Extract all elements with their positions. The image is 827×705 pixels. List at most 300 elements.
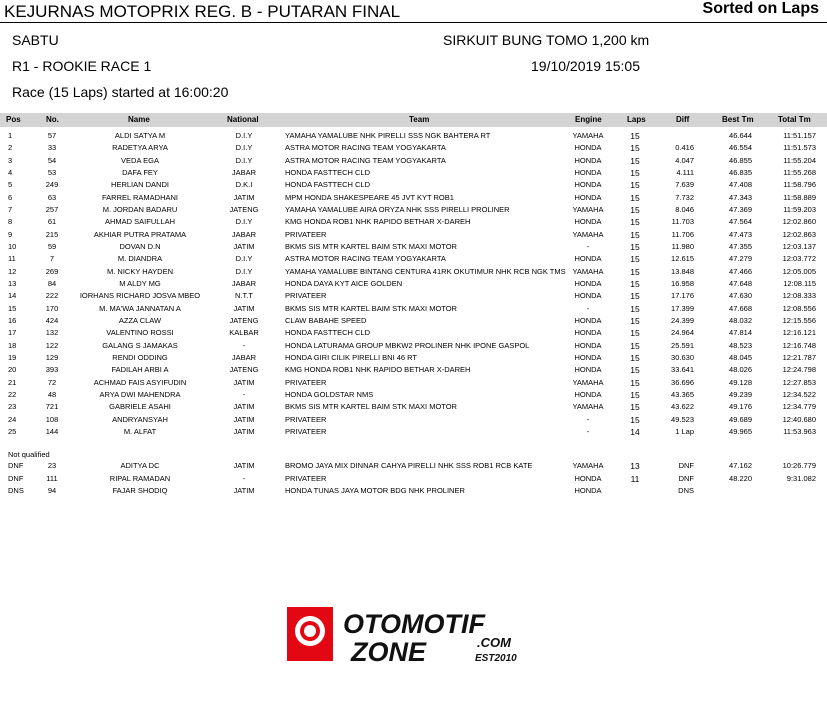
cell-team: KMG HONDA ROB1 NHK RAPIDO BETHAR X-DAREH bbox=[285, 365, 471, 375]
cell-diff: 11.980 bbox=[671, 241, 694, 251]
cell-position: 6 bbox=[8, 192, 13, 202]
cell-best-time: 47.355 bbox=[729, 241, 752, 251]
cell-number: 53 bbox=[47, 167, 57, 177]
cell-rider-name: ARYA DWI MAHENDRA bbox=[99, 389, 181, 399]
cell-national: - bbox=[242, 340, 246, 350]
cell-team: HONDA GOLDSTAR NMS bbox=[285, 389, 374, 399]
table-row bbox=[0, 365, 827, 377]
cell-total-time: 12:03.772 bbox=[782, 254, 816, 264]
cell-total-time: 11:58.796 bbox=[783, 180, 816, 190]
cell-position: 13 bbox=[8, 278, 17, 288]
cell-position: 20 bbox=[8, 365, 17, 375]
cell-laps: 15 bbox=[630, 131, 640, 141]
cell-national: JATIM bbox=[233, 461, 255, 470]
cell-position: DNF bbox=[8, 473, 24, 483]
table-row bbox=[0, 427, 827, 439]
table-row bbox=[0, 461, 827, 473]
cell-position: 9 bbox=[8, 229, 13, 239]
cell-total-time: 12:34.779 bbox=[782, 402, 816, 412]
cell-national: JATIM bbox=[233, 486, 255, 495]
race-label: R1 - ROOKIE RACE 1 bbox=[12, 58, 152, 74]
cell-diff: 13.848 bbox=[671, 266, 694, 276]
cell-diff: 0.416 bbox=[675, 143, 694, 153]
cell-laps: 15 bbox=[630, 377, 640, 388]
cell-number: 222 bbox=[45, 291, 59, 301]
cell-engine: HONDA bbox=[574, 192, 602, 202]
cell-national: - bbox=[242, 473, 246, 483]
table-row bbox=[0, 205, 827, 217]
cell-diff: 4.111 bbox=[676, 167, 694, 177]
cell-laps: 15 bbox=[630, 291, 640, 302]
col-name-header: Name bbox=[128, 115, 150, 124]
table-row bbox=[0, 378, 827, 390]
cell-team: ASTRA MOTOR RACING TEAM YOGYAKARTA bbox=[285, 155, 446, 165]
cell-laps: 15 bbox=[630, 143, 640, 154]
cell-engine: - bbox=[586, 303, 590, 313]
cell-total-time: 12:05.005 bbox=[782, 266, 816, 276]
cell-best-time: 49.689 bbox=[729, 414, 752, 424]
cell-team: HONDA FASTTECH CLD bbox=[285, 328, 371, 338]
cell-total-time: 10:26.779 bbox=[782, 461, 816, 470]
logo-dotcom: .COM bbox=[477, 635, 511, 650]
cell-engine: HONDA bbox=[574, 278, 602, 288]
cell-rider-name: M ALDY MG bbox=[119, 278, 161, 288]
cell-number: 269 bbox=[45, 266, 59, 276]
col-total-header: Total Tm bbox=[778, 115, 811, 124]
cell-national: - bbox=[242, 389, 246, 399]
cell-number: 721 bbox=[45, 402, 59, 412]
cell-laps: 15 bbox=[630, 241, 640, 252]
cell-engine: HONDA bbox=[574, 217, 602, 227]
table-row bbox=[0, 180, 827, 192]
logo-ring-inner bbox=[304, 625, 316, 637]
cell-number: 122 bbox=[45, 340, 59, 350]
cell-diff: 33.641 bbox=[671, 365, 694, 375]
logo-word-main: OTOMOTIF bbox=[343, 609, 485, 639]
cell-diff: DNF bbox=[678, 473, 694, 483]
cell-total-time: 12:40.680 bbox=[782, 414, 816, 424]
cell-position: 19 bbox=[8, 352, 17, 362]
cell-position: 1 bbox=[8, 131, 13, 140]
cell-total-time: 12:08.115 bbox=[783, 278, 816, 288]
cell-team: PRIVATEER bbox=[285, 414, 327, 424]
cell-total-time: 11:55.204 bbox=[783, 155, 816, 165]
cell-diff: 11.706 bbox=[671, 229, 694, 239]
cell-national: JATIM bbox=[233, 402, 255, 412]
cell-number: 23 bbox=[47, 461, 57, 470]
cell-best-time: 48.026 bbox=[729, 365, 752, 375]
cell-number: 54 bbox=[47, 155, 57, 165]
cell-position: DNS bbox=[8, 486, 24, 495]
col-pos-header: Pos bbox=[6, 115, 21, 124]
cell-diff: 36.696 bbox=[671, 377, 694, 387]
cell-total-time: 11:59.203 bbox=[783, 204, 816, 214]
cell-rider-name: FADILAH ARBI A bbox=[111, 365, 169, 375]
cell-team: PRIVATEER bbox=[285, 426, 327, 436]
table-row bbox=[0, 279, 827, 291]
cell-engine: YAMAHA bbox=[572, 266, 604, 276]
col-no-header: No. bbox=[46, 115, 59, 124]
cell-position: 4 bbox=[8, 167, 13, 177]
cell-number: 72 bbox=[47, 377, 57, 387]
cell-engine: HONDA bbox=[574, 155, 602, 165]
cell-laps: 15 bbox=[630, 414, 640, 425]
cell-diff: 1 Lap bbox=[675, 426, 694, 436]
cell-national: JABAR bbox=[231, 167, 257, 177]
cell-best-time: 47.343 bbox=[729, 192, 752, 202]
cell-diff: 17.176 bbox=[671, 291, 694, 301]
cell-rider-name: IORHANS RICHARD JOSVA MBEO bbox=[79, 291, 201, 301]
cell-position: 24 bbox=[8, 414, 17, 424]
cell-rider-name: ANDRYANSYAH bbox=[112, 414, 168, 424]
cell-rider-name: HERLIAN DANDI bbox=[111, 180, 169, 190]
col-laps-header: Laps bbox=[627, 115, 646, 124]
table-row bbox=[0, 402, 827, 414]
cell-number: 393 bbox=[45, 365, 59, 375]
divider bbox=[0, 22, 827, 23]
otomotifzone-logo bbox=[285, 605, 550, 665]
cell-best-time: 47.814 bbox=[729, 328, 752, 338]
cell-laps: 15 bbox=[630, 192, 640, 203]
cell-number: 94 bbox=[47, 486, 57, 495]
table-row bbox=[0, 328, 827, 340]
cell-team: HONDA TUNAS JAYA MOTOR BDG NHK PROLINER bbox=[285, 486, 465, 495]
cell-rider-name: AZZA CLAW bbox=[118, 315, 162, 325]
cell-team: MPM HONDA SHAKESPEARE 45 JVT KYT ROB1 bbox=[285, 192, 454, 202]
cell-national: D.I.Y bbox=[235, 131, 253, 140]
cell-team: PRIVATEER bbox=[285, 229, 327, 239]
cell-rider-name: ADITYA DC bbox=[120, 461, 160, 470]
table-row bbox=[0, 390, 827, 402]
cell-team: BKMS SIS MTR KARTEL BAIM STK MAXI MOTOR bbox=[285, 402, 457, 412]
cell-number: 215 bbox=[45, 229, 59, 239]
cell-position: 22 bbox=[8, 389, 17, 399]
cell-diff: 43.622 bbox=[671, 402, 694, 412]
cell-team: BKMS SIS MTR KARTEL BAIM STK MAXI MOTOR bbox=[285, 241, 457, 251]
cell-best-time: 48.220 bbox=[729, 473, 752, 483]
cell-laps: 15 bbox=[630, 303, 640, 314]
cell-laps: 15 bbox=[630, 278, 640, 289]
cell-diff: 7.639 bbox=[675, 180, 694, 190]
cell-engine: YAMAHA bbox=[572, 377, 604, 387]
cell-rider-name: DAFA FEY bbox=[122, 167, 158, 177]
race-start-label: Race (15 Laps) started at 16:00:20 bbox=[12, 84, 229, 100]
cell-position: DNF bbox=[8, 461, 24, 470]
cell-team: HONDA FASTTECH CLD bbox=[285, 180, 371, 190]
cell-national: JATIM bbox=[233, 241, 255, 251]
cell-number: 48 bbox=[47, 389, 57, 399]
cell-best-time: 48.045 bbox=[729, 352, 752, 362]
cell-engine: HONDA bbox=[574, 365, 602, 375]
cell-laps: 15 bbox=[630, 229, 640, 240]
table-row bbox=[0, 474, 827, 486]
cell-best-time: 47.473 bbox=[729, 229, 752, 239]
cell-number: 132 bbox=[45, 328, 59, 338]
cell-best-time: 46.835 bbox=[729, 167, 752, 177]
table-row bbox=[0, 143, 827, 155]
col-national-header: National bbox=[227, 115, 259, 124]
cell-rider-name: ALDI SATYA M bbox=[114, 131, 166, 140]
cell-engine: HONDA bbox=[574, 389, 602, 399]
cell-total-time: 12:08.556 bbox=[782, 303, 816, 313]
cell-laps: 15 bbox=[630, 217, 640, 228]
cell-engine: YAMAHA bbox=[572, 204, 604, 214]
cell-rider-name: M. JORDAN BADARU bbox=[102, 204, 178, 214]
cell-engine: HONDA bbox=[574, 328, 602, 338]
cell-engine: HONDA bbox=[574, 180, 602, 190]
cell-national: N.T.T bbox=[235, 291, 253, 301]
cell-rider-name: GABRIELE ASAHI bbox=[109, 402, 171, 412]
cell-team: ASTRA MOTOR RACING TEAM YOGYAKARTA bbox=[285, 143, 446, 153]
cell-total-time: 12:16.748 bbox=[782, 340, 816, 350]
cell-team: HONDA LATURAMA GROUP MBKW2 PROLINER NHK IPONE GASPOL bbox=[285, 340, 530, 350]
cell-engine: HONDA bbox=[574, 340, 602, 350]
cell-rider-name: RIPAL RAMADAN bbox=[109, 473, 171, 483]
cell-number: 249 bbox=[45, 180, 59, 190]
cell-laps: 15 bbox=[630, 328, 640, 339]
cell-diff: 30.630 bbox=[671, 352, 694, 362]
cell-engine: HONDA bbox=[574, 254, 602, 264]
cell-total-time: 12:16.121 bbox=[782, 328, 816, 338]
cell-position: 17 bbox=[8, 328, 17, 338]
cell-national: D.I.Y bbox=[235, 254, 253, 264]
cell-position: 8 bbox=[8, 217, 13, 227]
cell-national: JABAR bbox=[231, 229, 257, 239]
cell-total-time: 12:08.333 bbox=[782, 291, 816, 301]
cell-best-time: 47.668 bbox=[729, 303, 752, 313]
cell-total-time: 12:27.853 bbox=[782, 377, 816, 387]
cell-national: D.K.I bbox=[235, 180, 253, 190]
cell-laps: 15 bbox=[630, 340, 640, 351]
col-best-header: Best Tm bbox=[722, 115, 754, 124]
cell-diff: DNS bbox=[678, 486, 694, 495]
table-row bbox=[0, 415, 827, 427]
cell-team: BROMO JAYA MIX DINNAR CAHYA PIRELLI NHK SSS ROB1 RCB KATE bbox=[285, 461, 533, 470]
cell-rider-name: M. ALFAT bbox=[123, 426, 157, 436]
cell-best-time: 46.644 bbox=[729, 131, 752, 140]
table-row bbox=[0, 267, 827, 279]
cell-laps: 15 bbox=[630, 365, 640, 376]
cell-team: ASTRA MOTOR RACING TEAM YOGYAKARTA bbox=[285, 254, 446, 264]
cell-laps: 14 bbox=[630, 426, 640, 437]
table-row bbox=[0, 168, 827, 180]
datetime-label: 19/10/2019 15:05 bbox=[531, 58, 640, 74]
cell-number: 59 bbox=[47, 241, 57, 251]
cell-best-time: 47.279 bbox=[729, 254, 752, 264]
cell-best-time: 47.369 bbox=[729, 204, 752, 214]
cell-engine: - bbox=[586, 426, 590, 436]
cell-team: YAMAHA YAMALUBE AIRA ORYZA NHK SSS PIRELLI PROLINER bbox=[285, 204, 510, 214]
table-row bbox=[0, 193, 827, 205]
cell-engine: YAMAHA bbox=[572, 229, 604, 239]
cell-engine: HONDA bbox=[574, 352, 602, 362]
cell-best-time: 47.408 bbox=[729, 180, 752, 190]
cell-number: 424 bbox=[45, 315, 59, 325]
cell-national: D.I.Y bbox=[235, 217, 253, 227]
table-row bbox=[0, 131, 827, 143]
cell-diff: 25.591 bbox=[671, 340, 694, 350]
cell-position: 15 bbox=[8, 303, 17, 313]
cell-total-time: 11:53.963 bbox=[783, 426, 816, 436]
cell-best-time: 47.466 bbox=[729, 266, 752, 276]
cell-national: D.I.Y bbox=[235, 143, 253, 153]
cell-team: YAMAHA YAMALUBE BINTANG CENTURA 41RK OKUTIMUR NHK RCB NGK TMS bbox=[285, 266, 566, 276]
logo-wordmark bbox=[343, 609, 517, 665]
cell-team: PRIVATEER bbox=[285, 291, 327, 301]
cell-diff: 16.958 bbox=[671, 278, 694, 288]
logo-est: EST2010 bbox=[475, 653, 517, 664]
cell-diff: 43.365 bbox=[671, 389, 694, 399]
cell-number: 144 bbox=[45, 426, 59, 436]
cell-total-time: 11:58.889 bbox=[783, 192, 816, 202]
cell-number: 57 bbox=[47, 131, 57, 140]
cell-diff: 8.046 bbox=[675, 204, 694, 214]
cell-best-time: 49.239 bbox=[729, 389, 752, 399]
col-engine-header: Engine bbox=[575, 115, 602, 124]
cell-national: JATIM bbox=[233, 303, 255, 313]
cell-engine: HONDA bbox=[574, 143, 602, 153]
cell-best-time: 47.564 bbox=[729, 217, 752, 227]
cell-laps: 15 bbox=[630, 254, 640, 265]
cell-rider-name: FAJAR SHODIQ bbox=[112, 486, 168, 495]
cell-best-time: 48.523 bbox=[729, 340, 752, 350]
cell-engine: YAMAHA bbox=[572, 461, 604, 470]
cell-best-time: 46.554 bbox=[729, 143, 752, 153]
cell-position: 2 bbox=[8, 143, 13, 153]
cell-laps: 15 bbox=[630, 204, 640, 215]
cell-rider-name: DOVAN D.N bbox=[119, 241, 161, 251]
cell-number: 7 bbox=[49, 254, 55, 264]
cell-best-time: 49.128 bbox=[729, 377, 752, 387]
page-title: KEJURNAS MOTOPRIX REG. B - PUTARAN FINAL bbox=[4, 2, 401, 21]
cell-total-time: 12:02.863 bbox=[782, 229, 816, 239]
cell-laps: 15 bbox=[630, 315, 640, 326]
cell-team: HONDA GIRI CILIK PIRELLI BNI 46 RT bbox=[285, 352, 417, 362]
cell-number: 33 bbox=[47, 143, 57, 153]
cell-engine: HONDA bbox=[574, 486, 602, 495]
cell-laps: 15 bbox=[630, 389, 640, 400]
cell-diff: 4.047 bbox=[675, 155, 694, 165]
cell-position: 11 bbox=[8, 254, 16, 264]
cell-total-time: 11:51.573 bbox=[783, 143, 816, 153]
cell-position: 25 bbox=[8, 426, 17, 436]
cell-best-time: 49.176 bbox=[729, 402, 752, 412]
cell-number: 257 bbox=[45, 204, 59, 214]
cell-rider-name: VALENTINO ROSSI bbox=[106, 328, 174, 338]
cell-number: 129 bbox=[45, 352, 59, 362]
cell-laps: 15 bbox=[630, 402, 640, 413]
cell-position: 18 bbox=[8, 340, 17, 350]
cell-national: JABAR bbox=[231, 278, 257, 288]
cell-team: PRIVATEER bbox=[285, 377, 327, 387]
cell-position: 16 bbox=[8, 315, 17, 325]
cell-national: D.I.Y bbox=[235, 266, 253, 276]
cell-rider-name: M. MA'WA JANNATAN A bbox=[99, 303, 181, 313]
cell-laps: 15 bbox=[630, 266, 640, 277]
cell-position: 21 bbox=[8, 377, 17, 387]
table-row bbox=[0, 230, 827, 242]
table-row bbox=[0, 156, 827, 168]
sort-label: Sorted on Laps bbox=[702, 0, 819, 17]
cell-number: 61 bbox=[47, 217, 57, 227]
cell-diff: 24.964 bbox=[671, 328, 694, 338]
table-row bbox=[0, 316, 827, 328]
cell-number: 63 bbox=[47, 192, 57, 202]
cell-rider-name: RADETYA ARYA bbox=[112, 143, 168, 153]
table-row bbox=[0, 341, 827, 353]
cell-total-time: 9:31.082 bbox=[786, 473, 816, 483]
table-row bbox=[0, 486, 827, 498]
day-label: SABTU bbox=[12, 32, 59, 48]
cell-national: JABAR bbox=[231, 352, 257, 362]
cell-total-time: 12:02.860 bbox=[782, 217, 816, 227]
cell-total-time: 12:03.137 bbox=[782, 241, 816, 251]
cell-rider-name: VEDA EGA bbox=[121, 155, 159, 165]
cell-position: 10 bbox=[8, 241, 17, 251]
cell-rider-name: M. NICKY HAYDEN bbox=[107, 266, 173, 276]
cell-national: KALBAR bbox=[229, 328, 259, 338]
cell-position: 12 bbox=[8, 266, 17, 276]
cell-rider-name: AKHIAR PUTRA PRATAMA bbox=[93, 229, 187, 239]
col-diff-header: Diff bbox=[676, 115, 690, 124]
cell-team: HONDA FASTTECH CLD bbox=[285, 167, 371, 177]
cell-engine: HONDA bbox=[574, 167, 602, 177]
cell-laps: 15 bbox=[630, 180, 640, 191]
table-row bbox=[0, 217, 827, 229]
cell-rider-name: ACHMAD FAIS ASYIFUDIN bbox=[93, 377, 187, 387]
cell-diff: DNF bbox=[678, 461, 694, 470]
cell-total-time: 12:15.556 bbox=[782, 315, 816, 325]
cell-total-time: 12:21.787 bbox=[782, 352, 816, 362]
cell-total-time: 11:51.157 bbox=[783, 131, 816, 140]
cell-best-time: 49.965 bbox=[729, 426, 752, 436]
cell-rider-name: FARREL RAMADHANI bbox=[102, 192, 178, 202]
cell-engine: YAMAHA bbox=[572, 402, 604, 412]
cell-number: 108 bbox=[45, 414, 59, 424]
cell-national: JATIM bbox=[233, 377, 255, 387]
cell-national: JATIM bbox=[233, 426, 255, 436]
not-qualified-label: Not qualified bbox=[8, 450, 50, 459]
cell-rider-name: GALANG S JAMAKAS bbox=[102, 340, 178, 350]
cell-best-time: 47.630 bbox=[729, 291, 752, 301]
cell-position: 5 bbox=[8, 180, 13, 190]
cell-team: HONDA DAYA KYT AICE GOLDEN bbox=[285, 278, 403, 288]
cell-national: JATENG bbox=[229, 365, 259, 375]
circuit-label: SIRKUIT BUNG TOMO 1,200 km bbox=[443, 32, 650, 48]
cell-best-time: 48.032 bbox=[729, 315, 752, 325]
cell-national: JATENG bbox=[229, 315, 259, 325]
table-row bbox=[0, 242, 827, 254]
cell-team: PRIVATEER bbox=[285, 473, 327, 483]
cell-national: JATENG bbox=[229, 204, 259, 214]
logo-word-sub: ZONE bbox=[351, 637, 427, 665]
cell-diff: 11.703 bbox=[671, 217, 694, 227]
cell-diff: 24.399 bbox=[671, 315, 694, 325]
cell-diff: 12.615 bbox=[671, 254, 694, 264]
cell-best-time: 46.855 bbox=[729, 155, 752, 165]
cell-rider-name: M. DIANDRA bbox=[117, 254, 163, 264]
cell-team: KMG HONDA ROB1 NHK RAPIDO BETHAR X-DAREH bbox=[285, 217, 471, 227]
cell-national: JATIM bbox=[233, 414, 255, 424]
cell-number: 84 bbox=[47, 278, 57, 288]
cell-position: 23 bbox=[8, 402, 17, 412]
cell-laps: 15 bbox=[630, 155, 640, 166]
cell-team: BKMS SIS MTR KARTEL BAIM STK MAXI MOTOR bbox=[285, 303, 457, 313]
cell-diff: 17.399 bbox=[671, 303, 694, 313]
cell-best-time: 47.648 bbox=[729, 278, 752, 288]
cell-total-time: 12:34.522 bbox=[782, 389, 816, 399]
cell-engine: YAMAHA bbox=[572, 131, 604, 140]
